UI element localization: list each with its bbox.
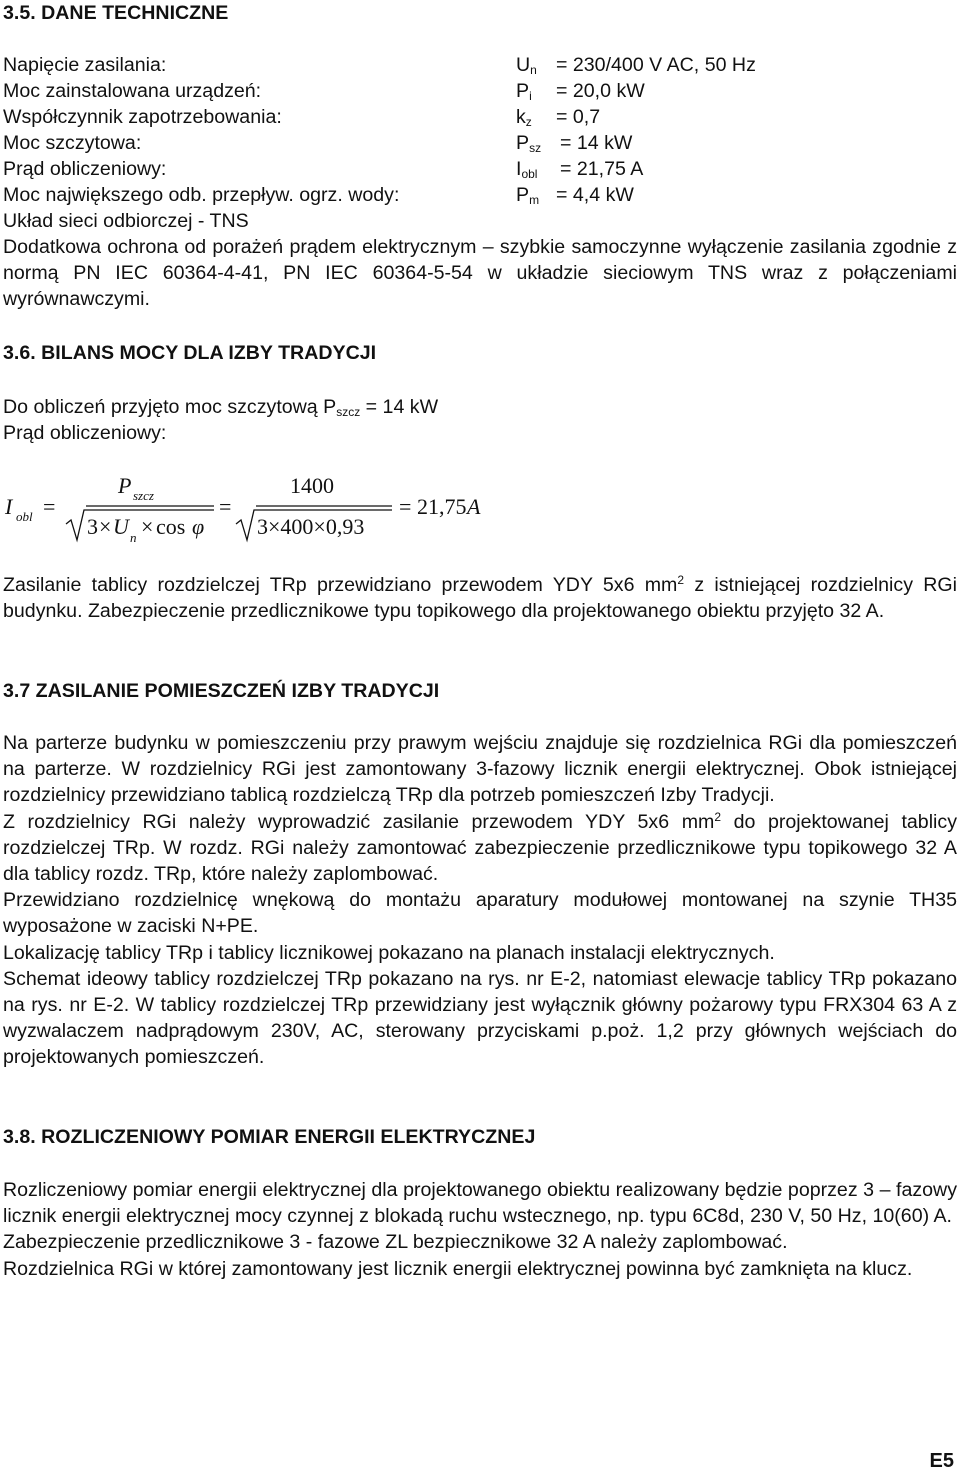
tech-row (3, 104, 903, 130)
feeder-text-sup: 2 (677, 573, 685, 587)
tech-row-symbol-main: P (516, 184, 530, 206)
tech-row-value: = 21,75 A (560, 158, 644, 180)
s37-paragraph-1: Na parterze budynku w pomieszczeniu przy prawym wejściu znajduje się rozdzielnica RGi dla pomieszczeń na parterze. W rozdzielnicy RGi jest zamontowany 3-fazowy licznik energii elektrycznej. Obok istniejącej rozdzielnicy przewidziano tablicą rozdzielczą TRp dla potrzeb pomieszczeń Izby Tradycji. (3, 732, 957, 807)
tech-row-symbol-main: k (516, 106, 526, 128)
feeder-text-post: z istniejącej rozdzielnicy RGi budynku. Zabezpieczenie przedlicznikowe typu topikowego dla projektowanego obiektu przyjęto 32 A. (3, 574, 957, 623)
tech-row-symbol-main: U (516, 54, 531, 76)
tech-row-value: = 14 kW (560, 132, 633, 154)
tech-row-symbol-main: P (516, 132, 530, 154)
formula-lhs: I (5, 494, 13, 519)
tech-row-value: = 0,7 (556, 106, 601, 128)
tech-row-label: Napięcie zasilania: (3, 54, 167, 76)
section-3-7-heading: 3.7 ZASILANIE POMIESZCZEŃ IZBY TRADYCJI (3, 680, 440, 702)
formula-den1-b-sub: n (130, 530, 137, 545)
formula-den2: 3×400×0,93 (257, 514, 365, 539)
network-type-line: Układ sieci odbiorczej - TNS (3, 210, 249, 232)
tech-row-label: Moc największego odb. przepływ. ogrz. wody: (3, 184, 400, 206)
formula-lhs-sub: obl (16, 509, 33, 524)
protection-paragraph (3, 234, 957, 313)
tech-row (3, 182, 903, 208)
s38-paragraph-2: Zabezpieczenie przedlicznikowe 3 - fazowe ZL bezpiecznikowe 32 A należy zaplombować. (3, 1231, 788, 1254)
s37-paragraph-3: Przewidziano rozdzielnicę wnękową do montażu aparatury modułowej montowanej na szynie TH35 wyposażone w zaciski N+PE. (3, 889, 957, 938)
section-3-8-body (3, 1177, 957, 1282)
tech-row-symbol-sub: obl (521, 167, 538, 181)
s37-paragraph-2-post: do projektowanej tablicy rozdzielczej TRp. W rozdz. RGi należy zamontować zabezpieczenie przedlicznikowe typu topikowego 32 A dla tablicy rozdz. TRp, które należy zaplombować. (3, 810, 957, 886)
tech-row-symbol-sub: i (529, 89, 532, 103)
tech-row-symbol-main: I (516, 158, 522, 180)
bilans-line-peak-power-sub: szcz (336, 405, 361, 419)
tech-row-symbol-sub: n (530, 63, 537, 77)
tech-row-label: Współczynnik zapotrzebowania: (3, 106, 282, 128)
feeder-text (3, 572, 957, 624)
formula-eq-1: = (43, 494, 56, 519)
formula-den1-b: U (113, 514, 129, 539)
tech-row-symbol (516, 156, 537, 182)
tech-row-symbol (516, 104, 532, 130)
formula-eq-2: = (219, 494, 232, 519)
tech-row (3, 78, 903, 104)
bilans-line-current-label: Prąd obliczeniowy: (3, 422, 167, 444)
bilans-line-peak-power (3, 394, 438, 420)
feeder-paragraph (3, 572, 957, 624)
s37-paragraph-4: Lokalizację tablicy TRp i tablicy licznikowej pokazano na planach instalacji elektrycznych. (3, 941, 775, 964)
s38-paragraph-1: Rozliczeniowy pomiar energii elektrycznej dla projektowanego obiektu realizowany będzie poprzez 3 – fazowy licznik energii elektrycznej mocy czynnej z blokadą ruchu wstecznego, np. typu 6C8d, 230 V, 50 Hz, 10(60) A. (3, 1179, 957, 1228)
tech-row-label: Moc zainstalowana urządzeń: (3, 80, 262, 102)
tech-row-symbol (516, 130, 541, 156)
s37-paragraph-2-pre: Z rozdzielnicy RGi należy wyprowadzić zasilanie przewodem YDY 5x6 mm (3, 810, 715, 833)
tech-row-symbol-main: P (516, 80, 530, 102)
formula-num1-sub: szcz (133, 488, 154, 503)
s37-paragraph-2-sup: 2 (714, 809, 722, 824)
formula-den1-a: 3 (87, 514, 98, 539)
s38-paragraph-3: Rozdzielnica RGi w której zamontowany jest licznik energii elektrycznej powinna być zamknięta na klucz. (3, 1257, 913, 1280)
s37-paragraph-5: Schemat ideowy tablicy rozdzielczej TRp pokazano na rys. nr E-2, natomiast elewacje tablicy TRp pokazano na rys. nr E-2. W tablicy rozdzielczej TRp przewidziany jest wyłącznik główny pożarowy typu FRX304 63 A z wyzwalaczem nadprądowym 230V, AC, sterowany przyciskami p.poż. 1,2 przy głównych wejściach do projektowanych pomieszczeń. (3, 967, 957, 1069)
section-3-6-heading: 3.6. BILANS MOCY DLA IZBY TRADYCJI (3, 342, 377, 364)
formula-num1: P (118, 473, 132, 498)
tech-row-label: Moc szczytowa: (3, 132, 142, 154)
formula-den1-times1: × (99, 514, 112, 539)
tech-row-symbol-sub: sz (529, 141, 542, 155)
protection-text: Dodatkowa ochrona od porażeń prądem elektrycznym – szybkie samoczynne wyłączenie zasilania zgodnie z normą PN IEC 60364-4-41, PN IEC 60364-5-54 w układzie sieciowym TNS wraz z połączeniami wyrównawczymi. (3, 236, 957, 311)
bilans-line-peak-power-post: = 14 kW (360, 396, 439, 418)
tech-row-symbol (516, 78, 532, 104)
tech-row-label: Prąd obliczeniowy: (3, 158, 167, 180)
feeder-text-pre: Zasilanie tablicy rozdzielczej TRp przewidziano przewodem YDY 5x6 mm (3, 574, 678, 596)
section-3-8-heading: 3.8. ROZLICZENIOWY POMIAR ENERGII ELEKTRYCZNEJ (3, 1126, 536, 1148)
formula-result: 21,75 (417, 494, 467, 519)
formula-num2: 1400 (290, 473, 334, 498)
section-3-7-body (3, 730, 957, 1071)
current-formula (0, 462, 520, 552)
formula-den1-times2: × (141, 514, 154, 539)
tech-row-value: = 4,4 kW (556, 184, 634, 206)
section-3-5-heading: 3.5. DANE TECHNICZNE (3, 2, 229, 24)
formula-den1-cos: cos (156, 514, 186, 539)
formula-eq-3: = (399, 494, 412, 519)
tech-row-symbol (516, 182, 539, 208)
tech-row-symbol-sub: m (529, 193, 540, 207)
s37-paragraph-2 (3, 809, 957, 888)
tech-row-value: = 20,0 kW (556, 80, 645, 102)
formula-result-unit: A (467, 494, 481, 519)
tech-row-symbol-sub: z (525, 115, 532, 129)
tech-row-symbol (516, 52, 537, 78)
formula-den1-phi: φ (192, 514, 205, 539)
tech-row-value: = 230/400 V AC, 50 Hz (556, 54, 756, 76)
tech-row (3, 52, 903, 78)
page-number: E5 (929, 1450, 954, 1472)
bilans-line-peak-power-pre: Do obliczeń przyjęto moc szczytową P (3, 396, 337, 418)
tech-row (3, 156, 903, 182)
tech-row (3, 130, 903, 156)
